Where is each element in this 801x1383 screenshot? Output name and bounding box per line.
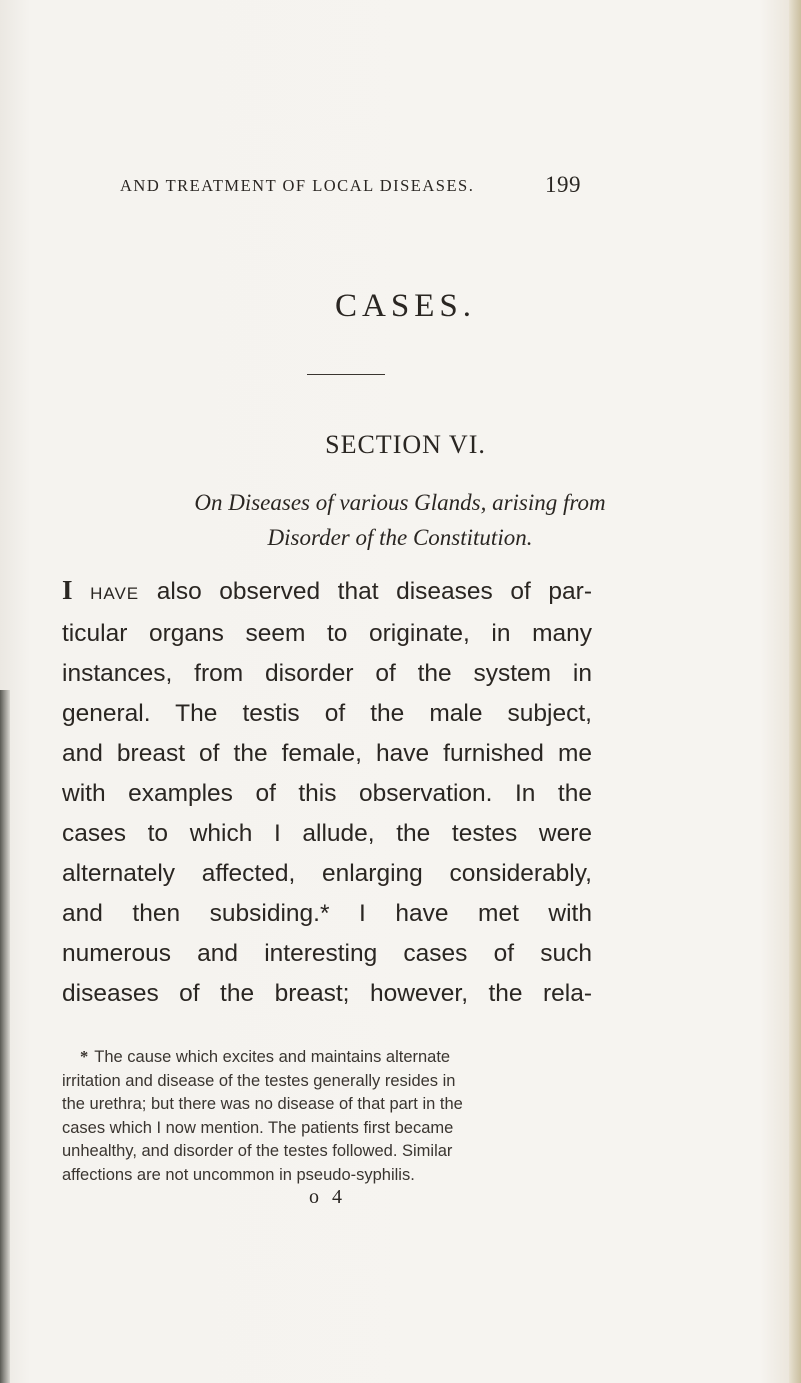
- footnote-marker: *: [80, 1047, 89, 1066]
- footnote-line: cases which I now mention. The patients first became: [62, 1118, 454, 1137]
- body-line: instances, from disorder of the system in: [62, 660, 592, 687]
- section-subtitle: [60, 485, 740, 555]
- body-line: general. The testis of the male subject,: [62, 700, 592, 727]
- body-line-1-rest: also observed that diseases of par-: [139, 578, 592, 605]
- drop-cap: I: [62, 575, 73, 605]
- page-right-edge: [789, 0, 801, 1383]
- footnote-line-1-text: The cause which excites and maintains alternate: [94, 1048, 451, 1066]
- title-divider: [307, 374, 385, 375]
- footnote-line: the urethra; but there was no disease of that part in the: [62, 1095, 463, 1113]
- body-line: and breast of the female, have furnished me: [62, 740, 592, 767]
- page-left-shadow: [0, 690, 10, 1383]
- footnote-line: unhealthy, and disorder of the testes followed. Similar: [62, 1142, 453, 1160]
- subtitle-line-1: On Diseases of various Glands, arising from: [194, 490, 606, 515]
- footnote: [62, 1045, 592, 1187]
- body-line: diseases of the breast; however, the rela-: [62, 980, 592, 1007]
- body-line-1: [62, 570, 592, 614]
- footnote-line: affections are not uncommon in pseudo-syphilis.: [62, 1165, 415, 1184]
- footnote-line: irritation and disease of the testes generally resides in: [62, 1071, 456, 1090]
- running-header: AND TREATMENT OF LOCAL DISEASES.: [120, 176, 475, 195]
- body-line: and then subsiding.* I have met with: [62, 900, 592, 927]
- body-line: alternately affected, enlarging considerably,: [62, 860, 592, 887]
- body-paragraph: [62, 570, 592, 1014]
- body-line: with examples of this observation. In the: [62, 780, 592, 807]
- body-line: ticular organs seem to originate, in many: [62, 620, 592, 647]
- small-caps-word: HAVE: [90, 584, 140, 603]
- body-line: numerous and interesting cases of such: [62, 940, 592, 967]
- page-number: 199: [545, 172, 581, 197]
- body-line: cases to which I allude, the testes were: [62, 820, 592, 847]
- footnote-line-1: [62, 1045, 592, 1070]
- subtitle-line-2: Disorder of the Constitution.: [267, 525, 533, 550]
- section-heading: SECTION VI.: [325, 430, 486, 459]
- chapter-title: CASES.: [335, 288, 476, 324]
- signature-mark: o 4: [309, 1186, 346, 1208]
